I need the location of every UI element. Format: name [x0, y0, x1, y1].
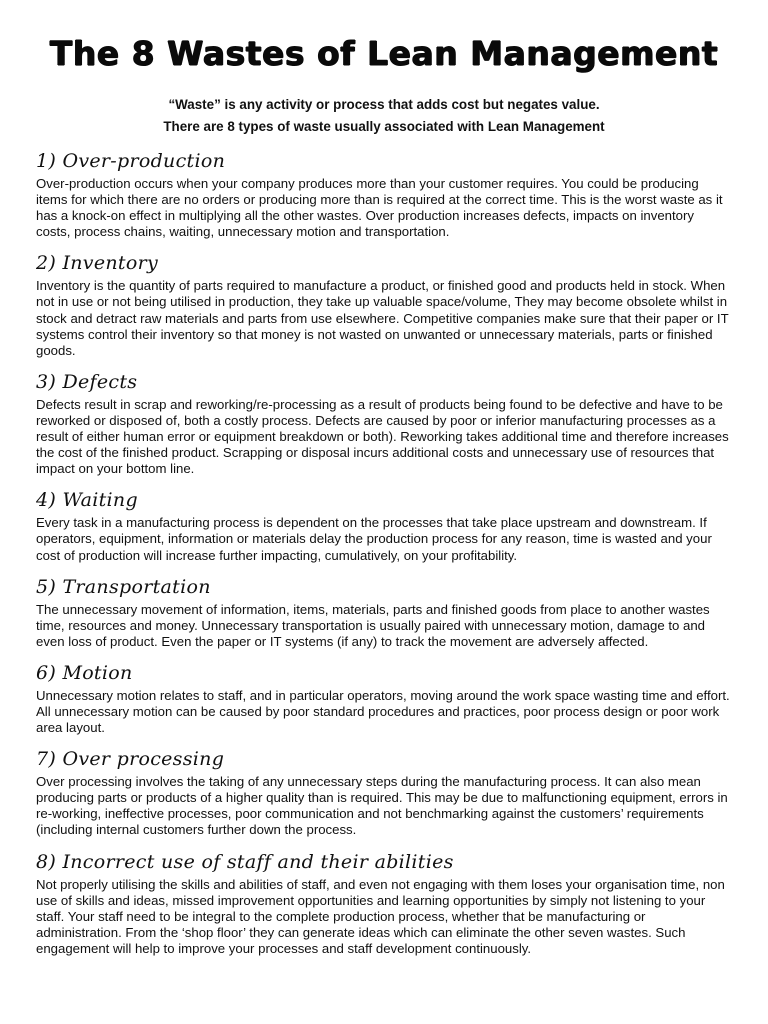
section-over-processing	[36, 746, 732, 838]
section-body: Every task in a manufacturing process is dependent on the processes that take place upstream and downstream. If operators, equipment, information or materials delay the production process for any reason, time is wasted and your cost of production will increase further impacting, cumulatively, on your profitability.	[36, 515, 712, 563]
section-body: Not properly utilising the skills and abilities of staff, and even not engaging with them loses your organisation time, non use of skills and ideas, missed improvement opportunities and learning opportunities by simply not listening to your staff. Your staff need to be integral to the complete production process, whether that be manufacturing or administration. From the ‘shop floor’ they can generate ideas which can eliminate the other seven wastes. Such engagement will help to improve your processes and staff development continuously.	[36, 876, 725, 956]
section-motion	[36, 660, 732, 736]
section-heading: 5) Transportation	[36, 575, 211, 598]
intro-summary: There are 8 types of waste usually associated with Lean Management	[163, 119, 605, 134]
section-inventory	[36, 250, 732, 358]
section-heading: 3) Defects	[36, 370, 138, 393]
section-over-production	[36, 148, 732, 240]
intro-definition: “Waste” is any activity or process that adds cost but negates value.	[168, 97, 600, 112]
section-heading: 1) Over-production	[36, 150, 226, 172]
section-body: Unnecessary motion relates to staff, and in particular operators, moving around the work space wasting time and effort. All unnecessary motion can be caused by poor standard procedures and practices, poor process design or poor work area layout.	[36, 687, 730, 736]
section-body: Defects result in scrap and reworking/re-processing as a result of products being found to be defective and have to be reworked or disposed of, both a costly process. Defects are caused by poor or inferior manufacturing processes as a result of either human error or equipment breakdown or both). Reworking takes additional time and therefore increases the cost of the finished product. Scrapping or disposal incurs additional costs and unnecessary use of resources that impact on your bottom line.	[36, 396, 729, 477]
section-heading: 8) Incorrect use of staff and their abilities	[36, 850, 454, 873]
section-heading: 2) Inventory	[36, 252, 158, 275]
document-title: The 8 Wastes of Lean Management	[49, 34, 719, 73]
section-body: Over processing involves the taking of any unnecessary steps during the manufacturing process. It can also mean producing parts or products of a higher quality than is required. This may be due to malfunctioning equipment, errors in re-working, ineffective processes, poor communication and not benchmarking against the customers’ requirements (including internal customers further down the process.	[36, 774, 728, 838]
section-heading: 6) Motion	[36, 661, 133, 684]
section-waiting	[36, 487, 732, 563]
section-heading: 7) Over processing	[36, 748, 225, 771]
section-body: Over-production occurs when your company produces more than your customer requires. You could be producing items for which there are no orders or producing more than is required at the correct time. This is the worst waste as it has a knock-on effect in multiplying all the other wastes. Over production increases defects, impacts on inventory costs, process chains, waiting, unnecessary motion and transportation.	[36, 176, 723, 240]
section-body: Inventory is the quantity of parts required to manufacture a product, or finished good and products held in stock. When not in use or not being utilised in production, they take up valuable space/volume, They may become obsolete whilst in stock and detract raw materials and parts from use elsewhere. Competitive companies make sure that their paper or IT systems control their inventory so that money is not wasted on unwanted or unnecessary materials, parts or finished goods.	[36, 278, 729, 358]
section-transportation	[36, 574, 732, 650]
section-defects	[36, 369, 732, 477]
section-incorrect-use-of-staff	[36, 849, 732, 957]
section-heading: 4) Waiting	[36, 489, 138, 512]
section-body: The unnecessary movement of information, items, materials, parts and finished goods from place to another wastes time, resources and money. Unnecessary transportation is usually paired with unnecessary motion, damage to and even loss of product. Even the paper or IT systems (if any) to track the movement are adversely affected.	[36, 601, 710, 649]
